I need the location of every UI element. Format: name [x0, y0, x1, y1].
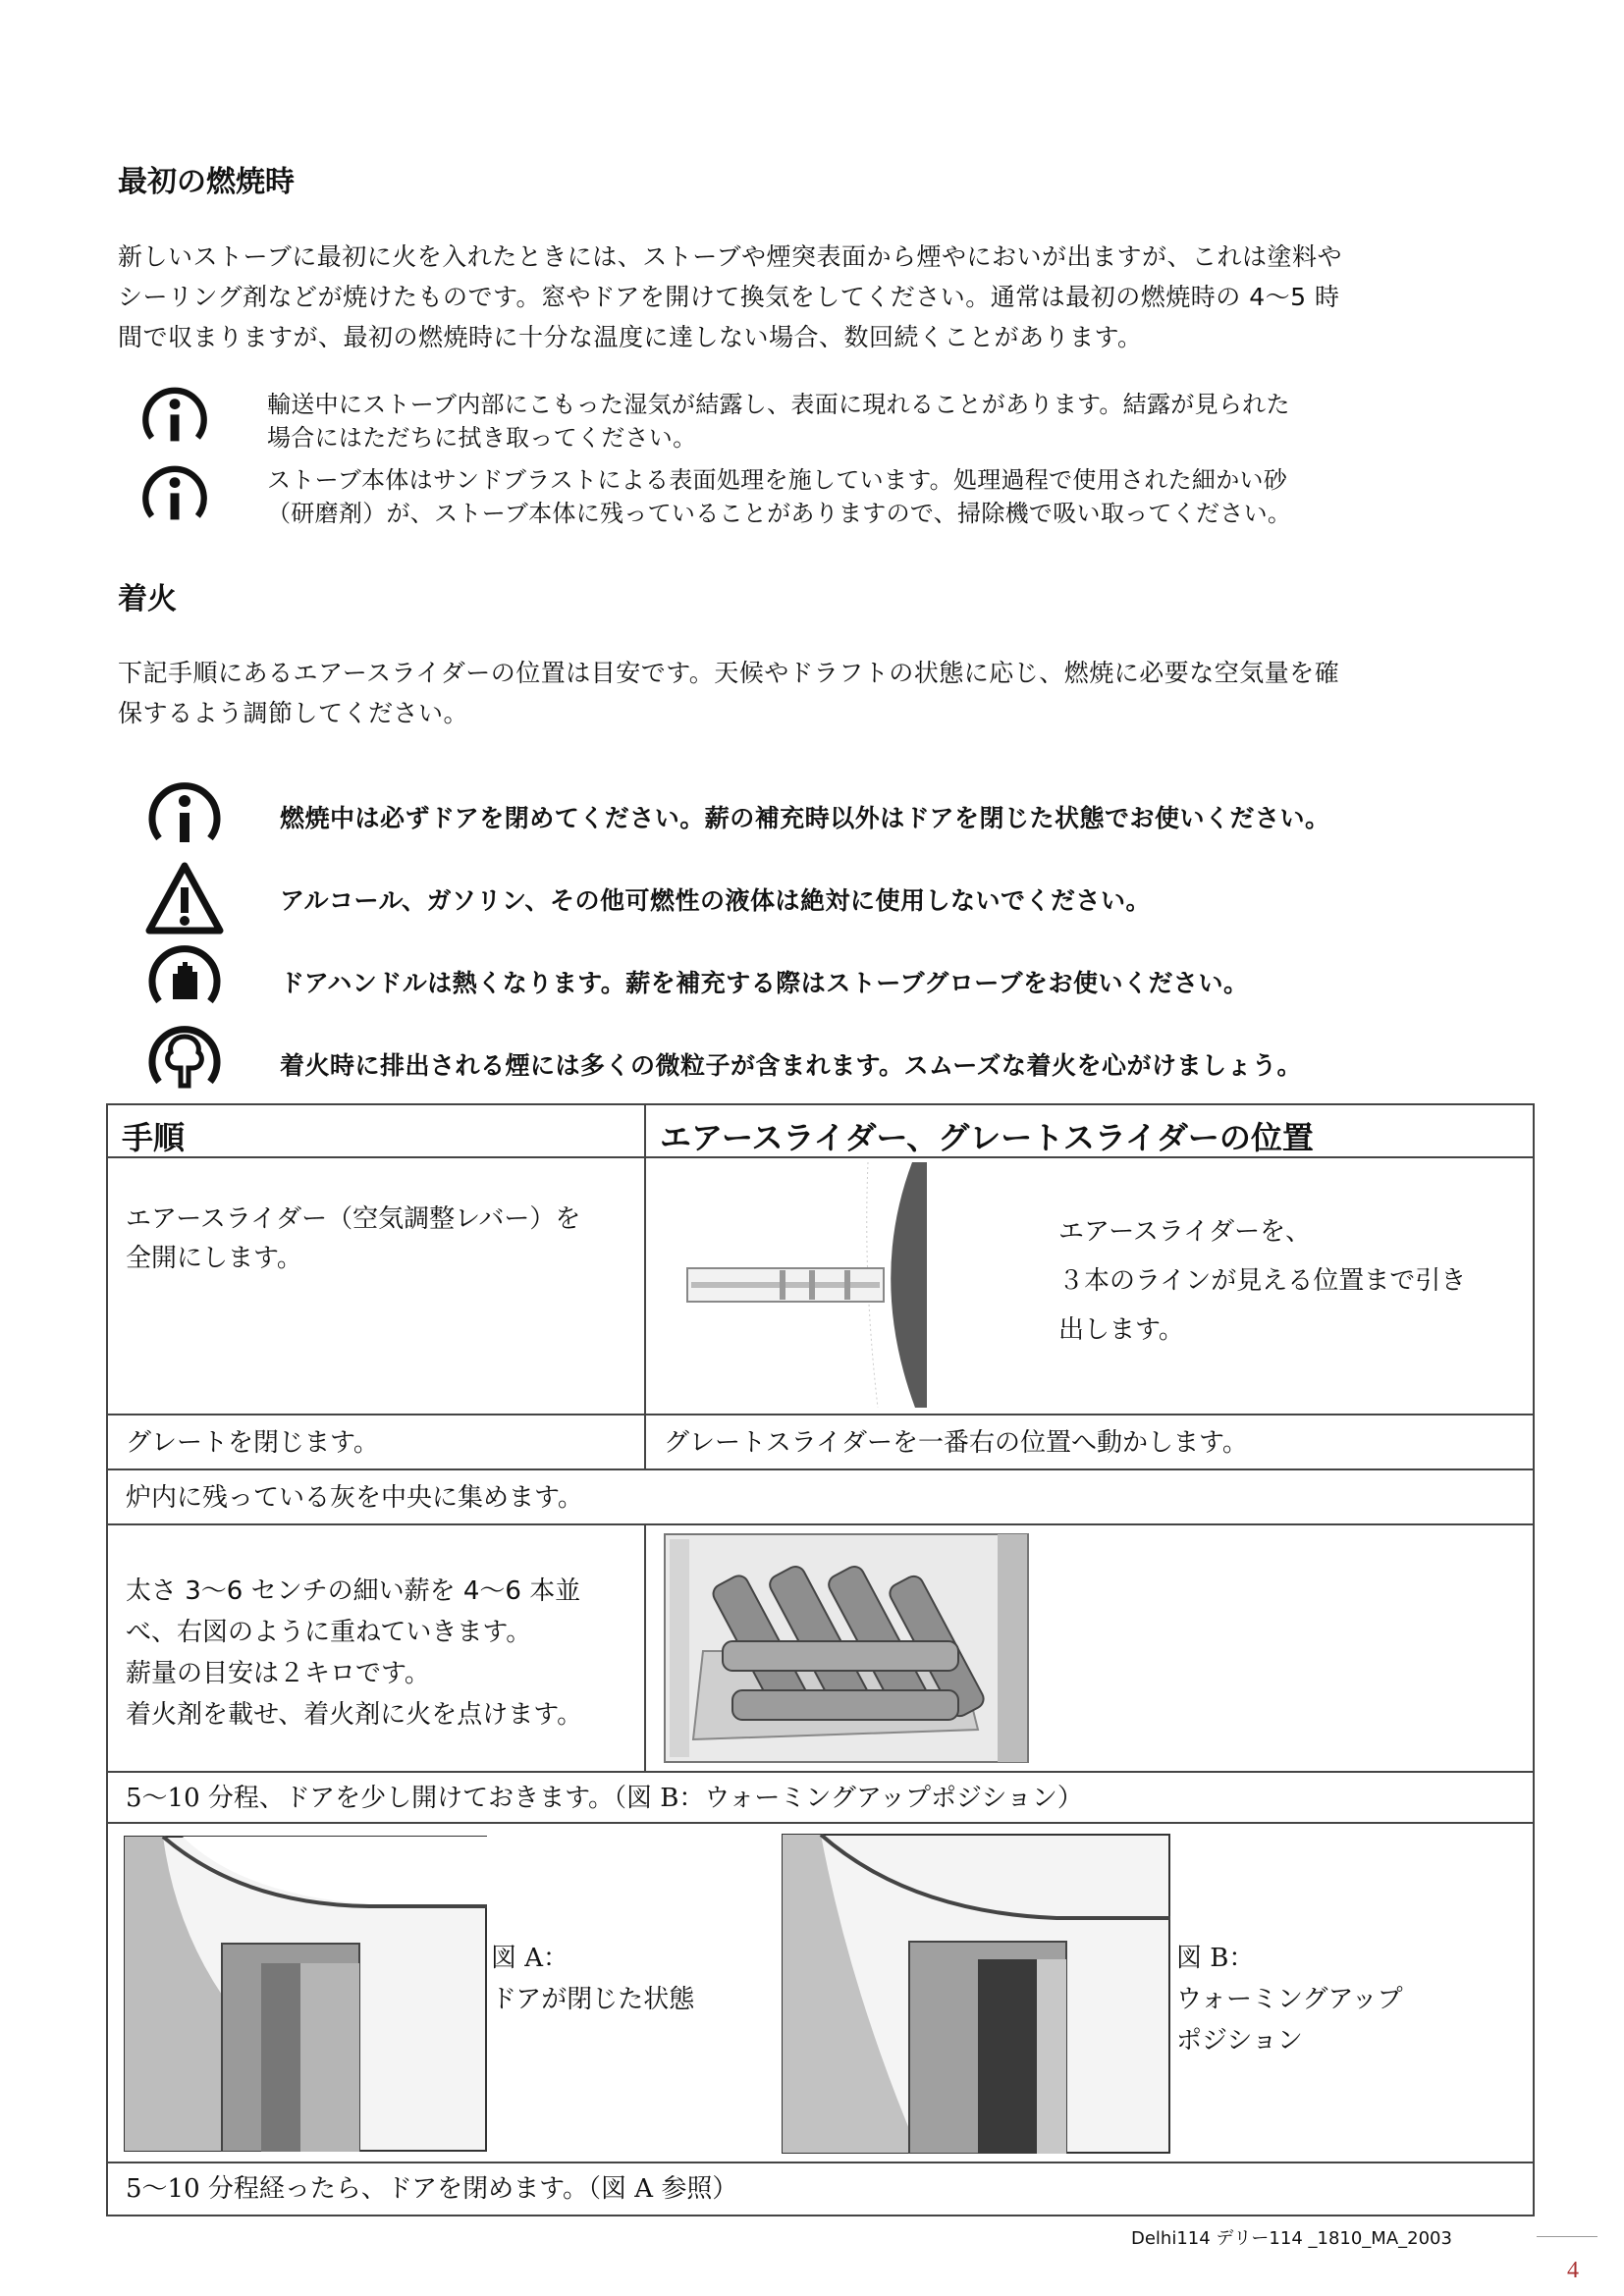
footer-document-id: Delhi114 デリー114 _1810_MA_2003 — [1131, 2228, 1452, 2249]
caption-line: 図 A： — [491, 1944, 569, 1973]
table-row-warmup — [106, 1771, 1535, 1824]
step-line: 着火剤を載せ、着火剤に火を点けます。 — [126, 1700, 583, 1730]
paragraph-line: 保するよう調節してください。 — [118, 699, 469, 727]
note-line: ストーブ本体はサンドブラストによる表面処理を施しています。処理過程で使用された細かい砂 — [267, 466, 1288, 494]
hot-glove-icon — [145, 940, 224, 1019]
step-line: 薪量の目安は２キロです。 — [126, 1659, 430, 1688]
footer-rule — [1537, 2236, 1597, 2237]
note-line: 輸送中にストーブ内部にこもった湿気が結露し、表面に現れることがあります。結露が見られた — [267, 391, 1290, 418]
section-title-ignition: 着火 — [118, 582, 177, 616]
info-icon — [139, 383, 210, 454]
note-line: 場合にはただちに拭き取ってください。 — [267, 424, 697, 452]
table-row-close-door — [106, 2162, 1535, 2216]
table-header-step — [106, 1103, 646, 1158]
step-text: 5～10 分程、ドアを少し開けておきます。（図 B：ウォーミングアップポジション） — [126, 1784, 1083, 1813]
warning-icon — [145, 860, 224, 938]
caption-line: ポジション — [1176, 2026, 1303, 2056]
figure-a-caption — [491, 1938, 694, 2020]
page-number: 4 — [1567, 2258, 1579, 2283]
note-line: （研磨剤）が、ストーブ本体に残っていることがありますので、掃除機で吸い取ってください。 — [267, 500, 1292, 527]
header-position-label: エアースライダー、グレートスライダーの位置 — [660, 1119, 1314, 1156]
table-row-air-slider-position — [644, 1156, 1535, 1415]
note-sandblast — [267, 463, 1543, 530]
table-row-ash — [106, 1468, 1535, 1525]
paragraph-line: 下記手順にあるエアースライダーの位置は目安です。天候やドラフトの状態に応じ、燃焼に必要な空気量を確 — [118, 659, 1340, 687]
position-text — [1058, 1207, 1466, 1355]
info-icon — [145, 777, 224, 856]
table-row-firewood-step — [106, 1523, 646, 1773]
table-row-firewood-image — [644, 1523, 1535, 1773]
figure-b-caption — [1176, 1938, 1403, 2061]
firewood-illustration — [664, 1533, 1029, 1763]
tree-icon — [145, 1021, 224, 1099]
info-icon — [139, 461, 210, 532]
header-step-label: 手順 — [122, 1119, 186, 1156]
figure-b-illustration — [782, 1834, 1170, 2154]
step-text: 炉内に残っている灰を中央に集めます。 — [126, 1483, 583, 1513]
step-line: エアースライダー（空気調整レバー）を — [126, 1204, 581, 1234]
step-line: べ、右図のように重ねていきます。 — [126, 1618, 532, 1647]
step-text — [126, 1571, 582, 1735]
paragraph-line: 新しいストーブに最初に火を入れたときには、ストーブや煙突表面から煙やにおいが出ますが、これは塗料や — [118, 242, 1343, 271]
section-title-first-burn: 最初の燃焼時 — [118, 165, 295, 199]
step-line: 太さ 3～6 センチの細い薪を 4～6 本並 — [126, 1576, 581, 1606]
paragraph-line: 間で収まりますが、最初の燃焼時に十分な温度に達しない場合、数回続くことがあります。 — [118, 323, 1143, 351]
position-line: エアースライダーを、 — [1058, 1217, 1312, 1247]
note-hot-door-handle: ドアハンドルは熱くなります。薪を補充する際はストーブグローブをお使いください。 — [280, 969, 1249, 997]
figure-a-illustration — [124, 1836, 487, 2152]
position-text: グレートスライダーを一番右の位置へ動かします。 — [664, 1428, 1248, 1458]
table-row-air-slider-step — [106, 1156, 646, 1415]
ignition-paragraph — [118, 653, 1532, 733]
note-condensation — [267, 388, 1543, 454]
position-line: 出します。 — [1058, 1315, 1184, 1345]
step-text: 5～10 分程経ったら、ドアを閉めます。（図 A 参照） — [126, 2174, 738, 2204]
note-smoke-particles: 着火時に排出される煙には多くの微粒子が含まれます。スムーズな着火を心がけましょう。 — [280, 1051, 1303, 1080]
step-text — [126, 1200, 580, 1278]
caption-line: 図 B： — [1176, 1944, 1255, 1973]
air-slider-illustration — [672, 1162, 927, 1408]
caption-line: ウォーミングアップ — [1176, 1985, 1403, 2014]
table-row-figures — [106, 1822, 1535, 2163]
table-row-grate-step — [106, 1414, 646, 1470]
note-keep-door-closed: 燃焼中は必ずドアを閉めてください。薪の補充時以外はドアを閉じた状態でお使いください。 — [280, 804, 1330, 832]
table-row-grate-position — [644, 1414, 1535, 1470]
note-no-flammable-liquids: アルコール、ガソリン、その他可燃性の液体は絶対に使用しないでください。 — [280, 886, 1152, 915]
step-line: 全開にします。 — [126, 1244, 302, 1273]
table-header-position — [644, 1103, 1535, 1158]
position-line: ３本のラインが見える位置まで引き — [1058, 1266, 1467, 1296]
first-burn-paragraph — [118, 237, 1532, 357]
paragraph-line: シーリング剤などが焼けたものです。窓やドアを開けて換気をしてください。通常は最初の燃焼時の 4～5 時 — [118, 283, 1340, 311]
caption-line: ドアが閉じた状態 — [491, 1985, 695, 2014]
step-text: グレートを閉じます。 — [126, 1428, 379, 1458]
